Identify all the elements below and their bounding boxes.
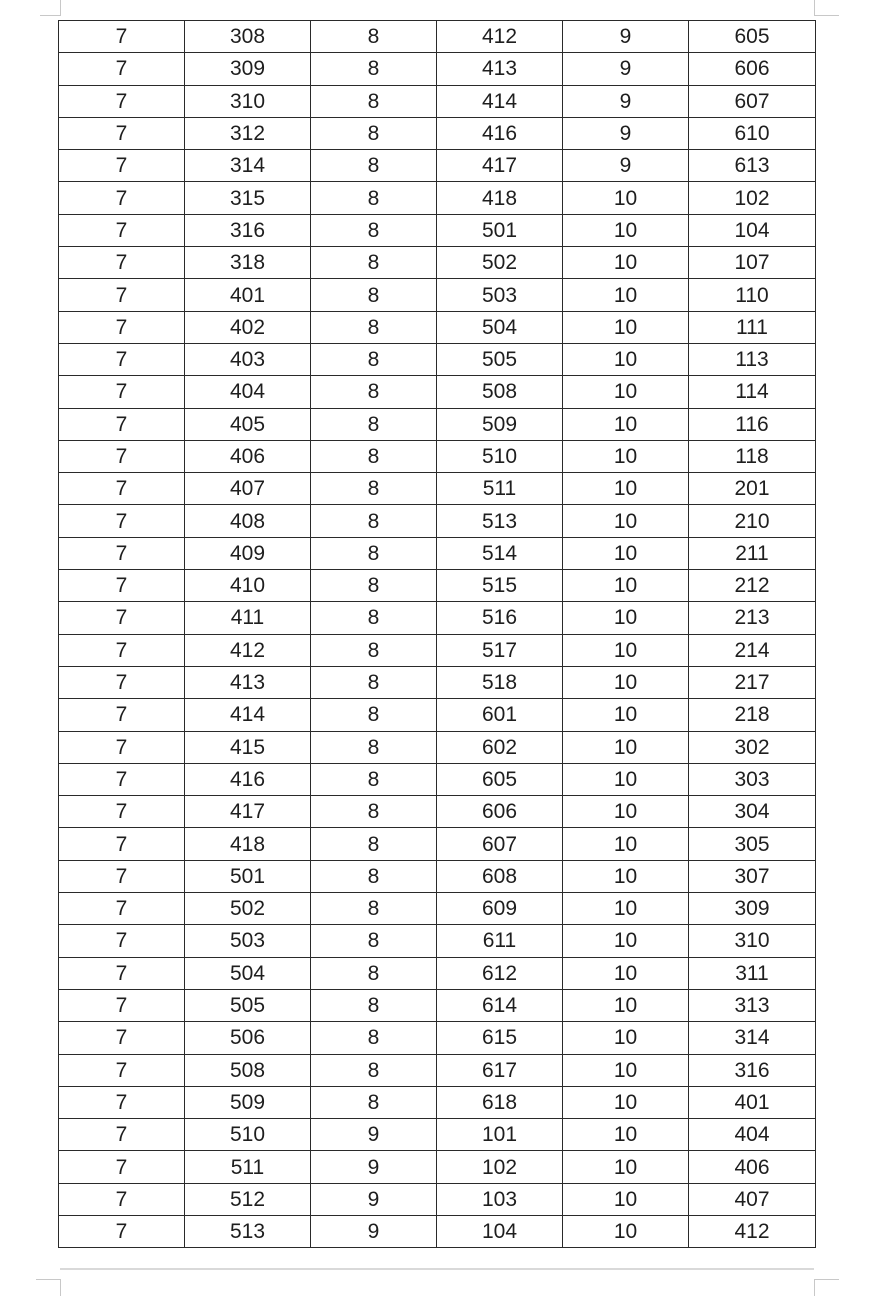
- table-cell: 611: [437, 925, 563, 957]
- table-cell: 7: [59, 440, 185, 472]
- table-cell: 218: [689, 699, 816, 731]
- table-row: [59, 570, 816, 602]
- table-row: [59, 21, 816, 53]
- table-cell: 7: [59, 537, 185, 569]
- table-cell: 10: [563, 505, 689, 537]
- table-cell: 410: [185, 570, 311, 602]
- table-cell: 8: [311, 537, 437, 569]
- table-cell: 513: [437, 505, 563, 537]
- table-cell: 413: [437, 53, 563, 85]
- table-cell: 512: [185, 1183, 311, 1215]
- table-cell: 618: [437, 1086, 563, 1118]
- table-cell: 7: [59, 1054, 185, 1086]
- table-cell: 602: [437, 731, 563, 763]
- table-row: [59, 1054, 816, 1086]
- table-cell: 10: [563, 828, 689, 860]
- table-cell: 7: [59, 1183, 185, 1215]
- table-cell: 411: [185, 602, 311, 634]
- table-cell: 9: [563, 85, 689, 117]
- table-cell: 510: [437, 440, 563, 472]
- table-row: [59, 731, 816, 763]
- table-cell: 7: [59, 666, 185, 698]
- table-cell: 407: [185, 473, 311, 505]
- table-cell: 8: [311, 182, 437, 214]
- table-cell: 310: [689, 925, 816, 957]
- table-cell: 10: [563, 796, 689, 828]
- table-cell: 7: [59, 602, 185, 634]
- table-cell: 7: [59, 860, 185, 892]
- table-row: [59, 1119, 816, 1151]
- table-cell: 318: [185, 247, 311, 279]
- table-cell: 7: [59, 989, 185, 1021]
- table-cell: 412: [437, 21, 563, 53]
- table-cell: 8: [311, 925, 437, 957]
- table-cell: 514: [437, 537, 563, 569]
- table-cell: 212: [689, 570, 816, 602]
- table-cell: 10: [563, 1215, 689, 1247]
- table-cell: 417: [185, 796, 311, 828]
- table-cell: 7: [59, 117, 185, 149]
- table-cell: 10: [563, 1119, 689, 1151]
- table-row: [59, 247, 816, 279]
- table-row: [59, 117, 816, 149]
- table-cell: 304: [689, 796, 816, 828]
- table-row: [59, 473, 816, 505]
- table-cell: 9: [563, 53, 689, 85]
- table-cell: 313: [689, 989, 816, 1021]
- table-cell: 8: [311, 893, 437, 925]
- table-row: [59, 343, 816, 375]
- table-row: [59, 505, 816, 537]
- crop-mark-bottom-right: [814, 1279, 839, 1296]
- table-cell: 404: [689, 1119, 816, 1151]
- table-cell: 8: [311, 699, 437, 731]
- table-cell: 305: [689, 828, 816, 860]
- table-cell: 505: [185, 989, 311, 1021]
- table-cell: 9: [563, 117, 689, 149]
- table-cell: 8: [311, 860, 437, 892]
- table-cell: 510: [185, 1119, 311, 1151]
- table-cell: 8: [311, 763, 437, 795]
- table-cell: 314: [689, 1022, 816, 1054]
- table-row: [59, 537, 816, 569]
- table-cell: 508: [185, 1054, 311, 1086]
- table-cell: 504: [185, 957, 311, 989]
- table-cell: 405: [185, 408, 311, 440]
- table-row: [59, 1183, 816, 1215]
- table-cell: 403: [185, 343, 311, 375]
- table-cell: 7: [59, 150, 185, 182]
- table-cell: 10: [563, 182, 689, 214]
- table-cell: 614: [437, 989, 563, 1021]
- table-cell: 10: [563, 570, 689, 602]
- table-cell: 10: [563, 893, 689, 925]
- table-cell: 8: [311, 828, 437, 860]
- table-cell: 7: [59, 85, 185, 117]
- table-row: [59, 763, 816, 795]
- table-cell: 7: [59, 763, 185, 795]
- table-cell: 406: [185, 440, 311, 472]
- table-cell: 316: [689, 1054, 816, 1086]
- table-cell: 107: [689, 247, 816, 279]
- table-cell: 414: [185, 699, 311, 731]
- table-cell: 10: [563, 343, 689, 375]
- page-fold-shadow: [60, 1268, 814, 1270]
- table-row: [59, 53, 816, 85]
- table-cell: 113: [689, 343, 816, 375]
- table-cell: 10: [563, 666, 689, 698]
- table-cell: 412: [689, 1215, 816, 1247]
- table-cell: 8: [311, 343, 437, 375]
- table-cell: 415: [185, 731, 311, 763]
- table-cell: 10: [563, 925, 689, 957]
- table-cell: 408: [185, 505, 311, 537]
- table-cell: 518: [437, 666, 563, 698]
- table-cell: 8: [311, 957, 437, 989]
- table-cell: 102: [437, 1151, 563, 1183]
- table-cell: 10: [563, 279, 689, 311]
- table-row: [59, 279, 816, 311]
- table-cell: 7: [59, 473, 185, 505]
- table-cell: 10: [563, 214, 689, 246]
- table-cell: 601: [437, 699, 563, 731]
- table-row: [59, 634, 816, 666]
- table-cell: 7: [59, 957, 185, 989]
- table-cell: 7: [59, 21, 185, 53]
- table-cell: 7: [59, 1215, 185, 1247]
- table-cell: 10: [563, 1183, 689, 1215]
- table-cell: 315: [185, 182, 311, 214]
- table-cell: 211: [689, 537, 816, 569]
- table-cell: 7: [59, 731, 185, 763]
- table-cell: 418: [437, 182, 563, 214]
- table-cell: 103: [437, 1183, 563, 1215]
- table-cell: 7: [59, 247, 185, 279]
- table-cell: 10: [563, 376, 689, 408]
- table-cell: 10: [563, 473, 689, 505]
- table-cell: 501: [185, 860, 311, 892]
- table-cell: 7: [59, 1151, 185, 1183]
- table-cell: 104: [689, 214, 816, 246]
- table-row: [59, 150, 816, 182]
- table-row: [59, 860, 816, 892]
- table-cell: 8: [311, 376, 437, 408]
- table-cell: 506: [185, 1022, 311, 1054]
- table-row: [59, 699, 816, 731]
- table-cell: 303: [689, 763, 816, 795]
- table-cell: 10: [563, 1022, 689, 1054]
- table-cell: 10: [563, 860, 689, 892]
- table-cell: 613: [689, 150, 816, 182]
- table-cell: 214: [689, 634, 816, 666]
- table-cell: 7: [59, 343, 185, 375]
- table-row: [59, 602, 816, 634]
- table-cell: 509: [185, 1086, 311, 1118]
- table-cell: 114: [689, 376, 816, 408]
- table-cell: 502: [185, 893, 311, 925]
- table-cell: 10: [563, 408, 689, 440]
- table-cell: 9: [311, 1183, 437, 1215]
- table-cell: 8: [311, 408, 437, 440]
- table-cell: 617: [437, 1054, 563, 1086]
- table-cell: 606: [437, 796, 563, 828]
- table-row: [59, 408, 816, 440]
- table-row: [59, 989, 816, 1021]
- crop-mark-top-left: [40, 0, 61, 16]
- table-cell: 612: [437, 957, 563, 989]
- table-row: [59, 376, 816, 408]
- table-body: [59, 21, 816, 1248]
- table-cell: 509: [437, 408, 563, 440]
- table-cell: 104: [437, 1215, 563, 1247]
- table-cell: 414: [437, 85, 563, 117]
- table-cell: 7: [59, 408, 185, 440]
- table-cell: 8: [311, 440, 437, 472]
- table-cell: 302: [689, 731, 816, 763]
- table-cell: 7: [59, 893, 185, 925]
- table-cell: 8: [311, 666, 437, 698]
- table-cell: 7: [59, 214, 185, 246]
- table-cell: 8: [311, 311, 437, 343]
- table-row: [59, 796, 816, 828]
- table-cell: 7: [59, 182, 185, 214]
- table-cell: 10: [563, 731, 689, 763]
- table-cell: 8: [311, 279, 437, 311]
- table-cell: 511: [437, 473, 563, 505]
- table-cell: 10: [563, 957, 689, 989]
- table-row: [59, 1215, 816, 1247]
- table-cell: 409: [185, 537, 311, 569]
- table-cell: 517: [437, 634, 563, 666]
- table-cell: 10: [563, 537, 689, 569]
- table-cell: 316: [185, 214, 311, 246]
- table-cell: 503: [185, 925, 311, 957]
- table-cell: 609: [437, 893, 563, 925]
- table-cell: 610: [689, 117, 816, 149]
- table-cell: 501: [437, 214, 563, 246]
- table-cell: 412: [185, 634, 311, 666]
- table-row: [59, 893, 816, 925]
- table-cell: 402: [185, 311, 311, 343]
- table-cell: 8: [311, 731, 437, 763]
- table-cell: 101: [437, 1119, 563, 1151]
- table-cell: 10: [563, 1054, 689, 1086]
- table-cell: 308: [185, 21, 311, 53]
- table-cell: 418: [185, 828, 311, 860]
- table-cell: 8: [311, 602, 437, 634]
- table-cell: 503: [437, 279, 563, 311]
- table-cell: 8: [311, 247, 437, 279]
- table-cell: 7: [59, 796, 185, 828]
- table-cell: 8: [311, 989, 437, 1021]
- table-cell: 10: [563, 247, 689, 279]
- table-cell: 505: [437, 343, 563, 375]
- table-cell: 309: [185, 53, 311, 85]
- table-cell: 7: [59, 279, 185, 311]
- table-cell: 407: [689, 1183, 816, 1215]
- table-cell: 210: [689, 505, 816, 537]
- table-cell: 9: [311, 1215, 437, 1247]
- table-cell: 201: [689, 473, 816, 505]
- table-cell: 10: [563, 311, 689, 343]
- table-row: [59, 440, 816, 472]
- table-cell: 8: [311, 53, 437, 85]
- table-cell: 504: [437, 311, 563, 343]
- data-table: [58, 20, 816, 1248]
- table-cell: 7: [59, 1022, 185, 1054]
- table-cell: 615: [437, 1022, 563, 1054]
- table-cell: 607: [437, 828, 563, 860]
- table-cell: 9: [563, 21, 689, 53]
- table-cell: 8: [311, 21, 437, 53]
- table-cell: 607: [689, 85, 816, 117]
- table-cell: 8: [311, 796, 437, 828]
- table-cell: 8: [311, 505, 437, 537]
- table-row: [59, 311, 816, 343]
- table-cell: 417: [437, 150, 563, 182]
- table-cell: 8: [311, 85, 437, 117]
- table-cell: 310: [185, 85, 311, 117]
- table-row: [59, 85, 816, 117]
- table-cell: 511: [185, 1151, 311, 1183]
- table-cell: 608: [437, 860, 563, 892]
- table-cell: 513: [185, 1215, 311, 1247]
- table-cell: 8: [311, 473, 437, 505]
- table-cell: 8: [311, 1022, 437, 1054]
- table-cell: 8: [311, 117, 437, 149]
- table-row: [59, 214, 816, 246]
- table-cell: 404: [185, 376, 311, 408]
- table-cell: 8: [311, 1054, 437, 1086]
- table-cell: 502: [437, 247, 563, 279]
- table-cell: 7: [59, 505, 185, 537]
- table-cell: 515: [437, 570, 563, 602]
- table-cell: 312: [185, 117, 311, 149]
- table-cell: 10: [563, 763, 689, 795]
- table-cell: 311: [689, 957, 816, 989]
- table-cell: 606: [689, 53, 816, 85]
- table-cell: 213: [689, 602, 816, 634]
- table-row: [59, 182, 816, 214]
- table-cell: 307: [689, 860, 816, 892]
- table-cell: 10: [563, 440, 689, 472]
- table-row: [59, 828, 816, 860]
- table-cell: 516: [437, 602, 563, 634]
- table-cell: 406: [689, 1151, 816, 1183]
- table-cell: 508: [437, 376, 563, 408]
- table-cell: 7: [59, 53, 185, 85]
- table-cell: 7: [59, 699, 185, 731]
- table-row: [59, 1151, 816, 1183]
- crop-mark-bottom-left: [36, 1279, 61, 1296]
- table-cell: 116: [689, 408, 816, 440]
- table-row: [59, 666, 816, 698]
- table-row: [59, 957, 816, 989]
- table-cell: 8: [311, 570, 437, 602]
- crop-mark-top-right: [814, 0, 839, 16]
- table-cell: 401: [689, 1086, 816, 1118]
- table-cell: 7: [59, 828, 185, 860]
- table-row: [59, 1022, 816, 1054]
- table-cell: 10: [563, 634, 689, 666]
- table-cell: 8: [311, 1086, 437, 1118]
- table-cell: 309: [689, 893, 816, 925]
- table-cell: 102: [689, 182, 816, 214]
- table-row: [59, 925, 816, 957]
- table-cell: 7: [59, 1086, 185, 1118]
- table-cell: 118: [689, 440, 816, 472]
- table-cell: 605: [689, 21, 816, 53]
- table-cell: 7: [59, 925, 185, 957]
- table-cell: 8: [311, 214, 437, 246]
- table-cell: 217: [689, 666, 816, 698]
- table-cell: 8: [311, 150, 437, 182]
- table-cell: 9: [563, 150, 689, 182]
- table-cell: 10: [563, 602, 689, 634]
- table-cell: 401: [185, 279, 311, 311]
- table-cell: 7: [59, 376, 185, 408]
- table-cell: 110: [689, 279, 816, 311]
- table-cell: 416: [185, 763, 311, 795]
- table-cell: 413: [185, 666, 311, 698]
- table-cell: 10: [563, 699, 689, 731]
- table-row: [59, 1086, 816, 1118]
- table-cell: 7: [59, 1119, 185, 1151]
- table-cell: 10: [563, 1151, 689, 1183]
- table-cell: 7: [59, 634, 185, 666]
- table-cell: 7: [59, 311, 185, 343]
- table-cell: 10: [563, 1086, 689, 1118]
- table-cell: 416: [437, 117, 563, 149]
- table-cell: 111: [689, 311, 816, 343]
- table-cell: 9: [311, 1119, 437, 1151]
- table-cell: 7: [59, 570, 185, 602]
- table-cell: 9: [311, 1151, 437, 1183]
- table-cell: 605: [437, 763, 563, 795]
- table-cell: 10: [563, 989, 689, 1021]
- table-cell: 314: [185, 150, 311, 182]
- table-cell: 8: [311, 634, 437, 666]
